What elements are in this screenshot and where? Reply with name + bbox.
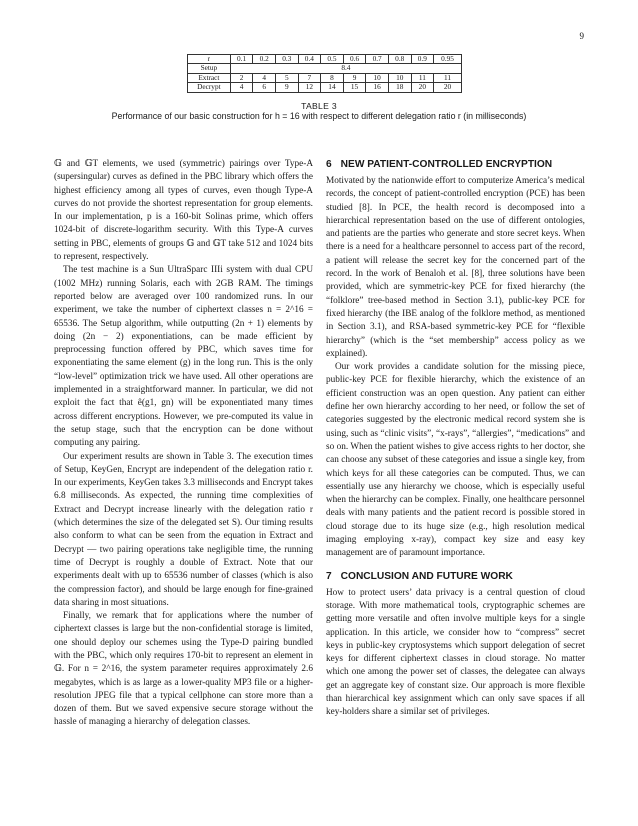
table-cell: 4 (253, 73, 276, 82)
table-cell: 12 (298, 83, 321, 92)
table-header-cell: 0.2 (253, 55, 276, 64)
table-cell: 10 (388, 73, 411, 82)
table-cell: 11 (411, 73, 434, 82)
table-header-cell: 0.6 (343, 55, 366, 64)
table-cell: 18 (388, 83, 411, 92)
table-header-cell: 0.5 (321, 55, 344, 64)
table-label: TABLE 3 (301, 101, 337, 111)
table-header-cell: 0.1 (230, 55, 253, 64)
paragraph: Our experiment results are shown in Table 3. The execution times of Setup, KeyGen, Encrypt are independent of the delegation ratio r. In our experiments, KeyGen takes 3.3 milliseconds and Encrypt takes 6.8 milliseconds. As expected, the running time complexities of Extract and Decrypt increase linearly with the delegation ratio r (which determines the size of the delegated set S). Our timing results also conform to what can be seen from the equation in Extract and Decrypt — two pairing operations take negligible time, the running time of Decrypt is roughly a double of Extract. Note that our experiments dealt with up to 65536 number of classes (which is also the compression factor), and should be large enough for fine-grained data sharing in most situations. (54, 451, 313, 608)
table-cell: 7 (298, 73, 321, 82)
table-header-cell: 0.3 (275, 55, 298, 64)
left-column (54, 158, 313, 730)
section-heading-6 (326, 158, 585, 172)
table-cell: 20 (434, 83, 462, 92)
table-row-setup (188, 64, 462, 73)
table-cell: 15 (343, 83, 366, 92)
table-caption: Performance of our basic construction for h = 16 with respect to different delegation ratio r (in milliseconds) (111, 111, 527, 121)
table-cell: 5 (275, 73, 298, 82)
table-cell: 20 (411, 83, 434, 92)
table-cell: 9 (275, 83, 298, 92)
section-number: 6 (326, 159, 332, 170)
table-cell: 6 (253, 83, 276, 92)
results-table (187, 54, 462, 93)
table-header-cell: 0.95 (434, 55, 462, 64)
table-cell: 11 (434, 73, 462, 82)
table-cell: 14 (321, 83, 344, 92)
table-header-row (188, 55, 462, 64)
paragraph: Our work provides a candidate solution for the missing piece, public-key PCE for flexible hierarchy, which the existence of an efficient construction was an open question. Any patient can either define her own hierarchy according to her need, or follow the set of categories suggested by the electronic medical record system she is using, such as “clinic visits”, “x-rays”, “allergies”, “medications” and so on. When the patient wishes to give access rights to her doctor, she can choose any subset of these categories and issue a single key, from which keys for all these categories can be computed. Thus, we can essentially use any hierarchy we choose, which is especially useful when the hierarchy can be complex. Finally, one healthcare personnel deals with many patients and the patient record is possible stored in cloud storage due to its huge size (e.g., high resolution medical imaging employing x-ray), compact key size and easy key management are of paramount importance. (326, 362, 585, 559)
table-cell: 9 (343, 73, 366, 82)
paragraph: How to protect users’ data privacy is a central question of cloud storage. With more mathematical tools, cryptographic schemes are getting more versatile and often involve multiple keys for a single application. In this article, we consider how to “compress” secret keys in public-key cryptosystems which support delegation of secret keys for different ciphertext classes in cloud storage. No matter which one among the power set of classes, the delegatee can always get an aggregate key of constant size. Our approach is more flexible than hierarchical key assignment which can only save spaces if all key-holders share a similar set of privileges. (326, 587, 585, 718)
table-cell: Setup (188, 64, 231, 73)
table-cell: 4 (230, 83, 253, 92)
section-heading-7 (326, 570, 585, 584)
table-header-cell: 0.4 (298, 55, 321, 64)
section-title: CONCLUSION AND FUTURE WORK (340, 570, 513, 582)
table-cell: 2 (230, 73, 253, 82)
table-cell: Extract (188, 73, 231, 82)
table-header-cell: 0.8 (388, 55, 411, 64)
paragraph: Motivated by the nationwide effort to computerize America’s medical records, the concept of patient-controlled encryption (PCE) has been studied [8]. In PCE, the health record is decomposed into a hierarchical representation based on the use of different ontologies, and patients are the parties who generate and store secret keys. When there is a need for a healthcare personnel to access part of the record, a patient will release the secret key for the concerned part of the record. In the work of Benaloh et al. [8], three solutions have been provided, which are symmetric-key PCE for fixed hierarchy (the “folklore” tree-based method in Section 3.1), public-key PCE for fixed hierarchy (the IBE analog of the folklore method, as mentioned in Section 3.1), and RSA-based symmetric-key PCE for “flexible hierarchy” (which is the “set membership” access policy as we explained). (326, 176, 585, 359)
paragraph: The test machine is a Sun UltraSparc IIIi system with dual CPU (1002 MHz) running Solaris, each with 2GB RAM. The timings reported below are averaged over 100 randomized runs. In our experiment, we take the number of ciphertext classes n = 2^16 = 65536. The Setup algorithm, while outputting (2n + 1) elements by doing (2n − 2) exponentiations, can be made efficient by preprocessing function offered by PBC, which saves time for exponentiating the same element (g) in the long run. This is the only “low-level” optimization trick we have used. All other operations are implemented in a straightforward manner. In particular, we did not exploit the fact that ê(g1, gn) will be exponentiated many times across different encryptions. However, we pre-computed its value in the setup stage, such that the encryption can be done without computing any pairing. (54, 265, 313, 449)
paragraph: Finally, we remark that for applications where the number of ciphertext classes is large but the non-confidential storage is limited, one should deploy our schemes using the Type-D pairing bundled with the PBC, which only requires 170-bit to represent an element in 𝔾. For n = 2^16, the system parameter requires approximately 2.6 megabytes, which is as large as a lower-quality MP3 file or a higher-resolution JPEG file that a typical cellphone can store more than a dozen of them. But we saved expensive secure storage without the hassle of managing a hierarchy of delegation classes. (54, 611, 313, 728)
table-row-decrypt (188, 83, 462, 92)
table-cell: 16 (366, 83, 389, 92)
table-header-cell: 0.9 (411, 55, 434, 64)
paragraph: 𝔾 and 𝔾T elements, we used (symmetric) pairings over Type-A (supersingular) curves as defined in the PBC library which offers the highest efficiency among all types of curves, even though Type-A curves do not provide the shortest representation for group elements. In our implementation, p is a 160-bit Solinas prime, which offers 1024-bit of discrete-logarithm security. With this Type-A curves setting in PBC, elements of groups 𝔾 and 𝔾T take 512 and 1024 bits to represent, respectively. (54, 159, 313, 263)
right-column (326, 158, 585, 720)
table-header-cell: 0.7 (366, 55, 389, 64)
section-title: NEW PATIENT-CONTROLLED ENCRYPTION (340, 159, 553, 170)
section-number: 7 (326, 570, 332, 582)
table-header-cell: r (188, 55, 231, 64)
table-cell: 10 (366, 73, 389, 82)
table-cell: Decrypt (188, 83, 231, 92)
page-number: 9 (579, 31, 584, 41)
table-cell: 8.4 (230, 64, 461, 73)
table-cell: 8 (321, 73, 344, 82)
